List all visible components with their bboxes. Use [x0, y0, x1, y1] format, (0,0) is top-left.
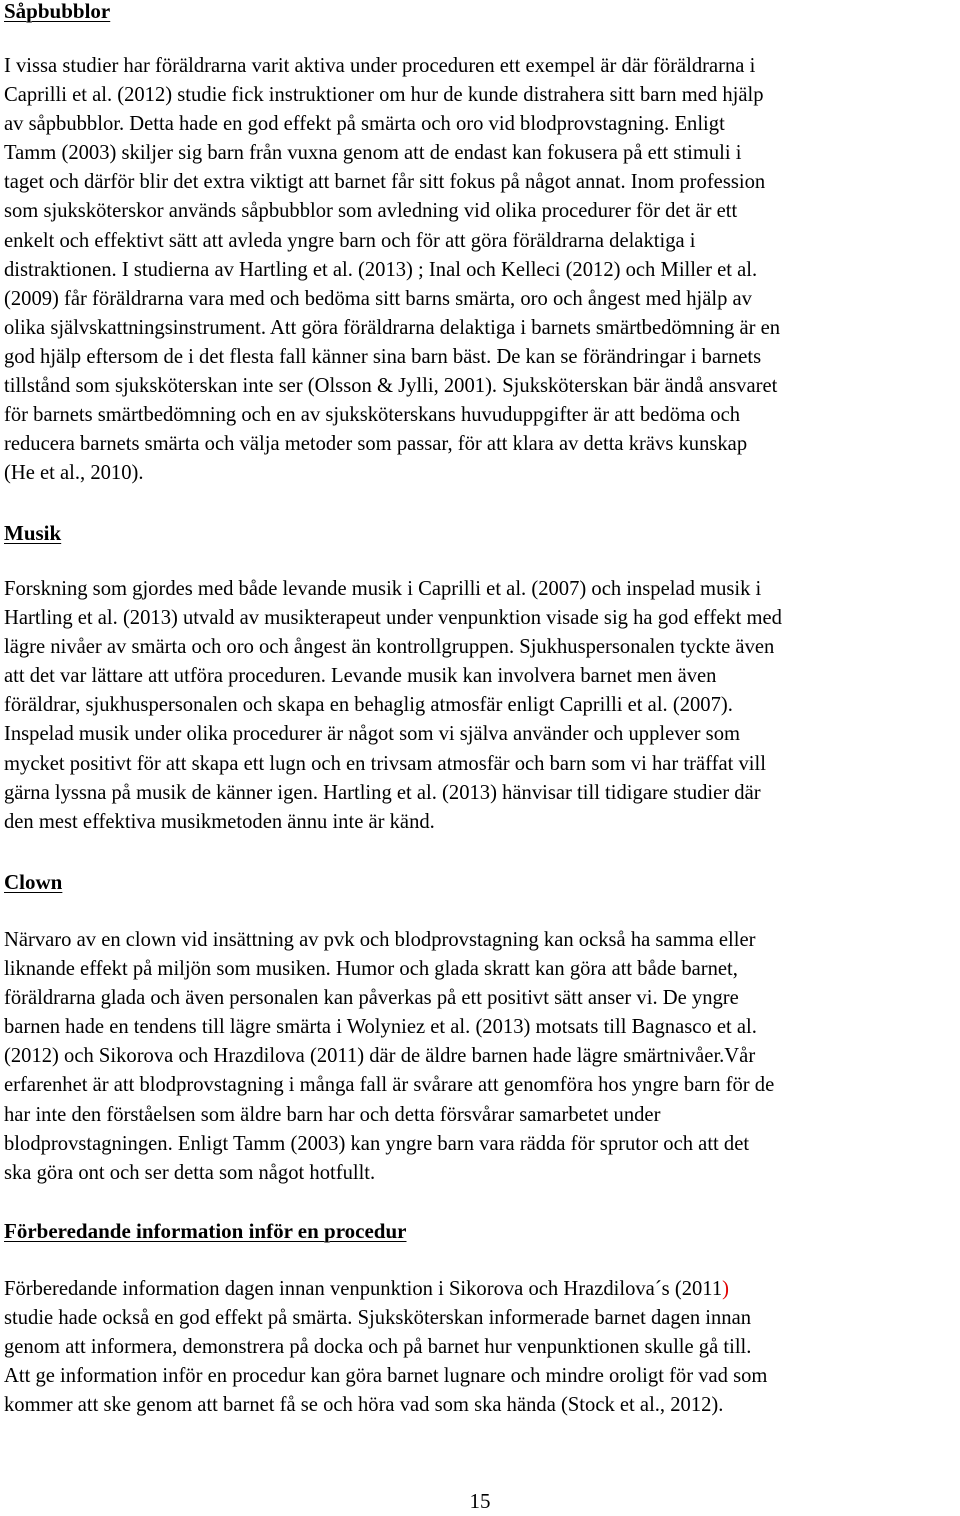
text-line: (He et al., 2010). [4, 462, 144, 485]
text-line: liknande effekt på miljön som musiken. Humor och glada skratt kan göra att både barnet, [4, 958, 738, 981]
red-parenthesis: ) [722, 1278, 729, 1300]
section-heading-clown: Clown [4, 870, 63, 894]
text-line: Inspelad musik under olika procedurer är något som vi själva använder och upplever som [4, 723, 741, 746]
paragraph-clown [4, 926, 774, 1188]
text-line: barnen hade en tendens till lägre smärta i Wolyniez et al. (2013) motsats till Bagnasco et al. [4, 1016, 757, 1039]
paragraph-sapbubblor [4, 52, 780, 488]
text-line: den mest effektiva musikmetoden ännu inte är känd. [4, 810, 435, 833]
text-line: tillstånd som sjuksköterskan inte ser (Olsson & Jylli, 2001). Sjuksköterskan bär ändå ansvaret [4, 375, 778, 398]
text-line: taget och därför blir det extra viktigt att barnet får sitt fokus på något annat. Inom profession [4, 171, 766, 194]
text-line: distraktionen. I studierna av Hartling et al. (2013) ; Inal och Kelleci (2012) och Miller et al. [4, 258, 758, 281]
text-line: Hartling et al. (2013) utvald av musikterapeut under venpunktion visade sig ha god effekt med [4, 607, 782, 630]
text-line: god hjälp eftersom de i det flesta fall känner sina barn bäst. De kan se förändringar i barnets [4, 345, 762, 368]
text-line: mycket positivt för att skapa ett lugn och en trivsam atmosfär och barn som vi har träffat vill [4, 752, 766, 775]
paragraph-forberedande [4, 1275, 767, 1420]
section-heading-forberedande: Förberedande information inför en procedur [4, 1219, 407, 1243]
text-line: föräldrarna glada och även personalen kan påverkas på ett positivt sätt anser vi. De yngre [4, 987, 739, 1010]
text-line: lägre nivåer av smärta och oro och ångest än kontrollgruppen. Sjukhuspersonalen tyckte även [4, 636, 775, 659]
text-line [4, 1275, 767, 1304]
text-line: kommer att ske genom att barnet få se och höra vad som ska hända (Stock et al., 2012). [4, 1394, 724, 1417]
text-line: I vissa studier har föräldrarna varit aktiva under proceduren ett exempel är där föräldrarna i [4, 55, 756, 77]
text-line: för barnets smärtbedömning och en av sjuksköterskans huvuduppgifter är att bedöma och [4, 404, 741, 427]
text-line: reducera barnets smärta och välja metoder som passar, för att klara av detta krävs kunskap [4, 433, 748, 456]
text-line: ska göra ont och ser detta som något hotfullt. [4, 1161, 376, 1184]
page-number: 15 [469, 1489, 491, 1513]
paragraph-musik [4, 575, 782, 837]
text-line: föräldrar, sjukhuspersonalen och skapa en behaglig atmosfär enligt Caprilli et al. (2007). [4, 694, 733, 717]
text-line: studie hade också en god effekt på smärta. Sjuksköterskan informerade barnet dagen innan [4, 1307, 752, 1330]
text-line: att det var lättare att utföra proceduren. Levande musik kan involvera barnet men även [4, 665, 717, 688]
text-line: av såpbubblor. Detta hade en god effekt på smärta och oro vid blodprovstagning. Enligt [4, 113, 725, 136]
text-line: gärna lyssna på musik de känner igen. Hartling et al. (2013) hänvisar till tidigare studier där [4, 781, 761, 804]
text-line: Att ge information inför en procedur kan göra barnet lugnare och mindre oroligt för vad som [4, 1365, 768, 1388]
text-line: Närvaro av en clown vid insättning av pvk och blodprovstagning kan också ha samma eller [4, 929, 756, 951]
text-line: olika självskattningsinstrument. Att göra föräldrarna delaktiga i barnets smärtbedömning är en [4, 316, 781, 339]
text-line-main: Förberedande information dagen innan venpunktion i Sikorova och Hrazdilova´s (2011 [4, 1278, 723, 1300]
text-line: som sjuksköterskor används såpbubblor som avledning vid olika procedurer för det är ett [4, 200, 738, 223]
section-heading-musik: Musik [4, 521, 62, 545]
text-line: har inte den förståelsen som äldre barn har och detta försvårar samarbetet under [4, 1103, 661, 1126]
section-heading-sapbubblor: Såpbubblor [4, 0, 111, 23]
text-line: Forskning som gjordes med både levande musik i Caprilli et al. (2007) och inspelad musik i [4, 578, 762, 600]
text-line: erfarenhet är att blodprovstagning i många fall är svårare att genomföra hos yngre barn för de [4, 1074, 775, 1097]
text-line: Caprilli et al. (2012) studie fick instruktioner om hur de kunde distrahera sitt barn med hjälp [4, 84, 764, 107]
text-line: (2012) och Sikorova och Hrazdilova (2011) där de äldre barnen hade lägre smärtnivåer.Vår [4, 1045, 756, 1068]
text-line: Tamm (2003) skiljer sig barn från vuxna genom att de endast kan fokusera på ett stimuli i [4, 142, 742, 165]
text-line: blodprovstagningen. Enligt Tamm (2003) kan yngre barn vara rädda för sprutor och att det [4, 1132, 750, 1155]
text-line: (2009) får föräldrarna vara med och bedöma sitt barns smärta, oro och ångest med hjälp av [4, 287, 752, 310]
text-line: enkelt och effektivt sätt att avleda yngre barn och för att göra föräldrarna delaktiga i [4, 229, 696, 252]
text-line: genom att informera, demonstrera på docka och på barnet hur venpunktionen skulle gå till. [4, 1336, 752, 1359]
